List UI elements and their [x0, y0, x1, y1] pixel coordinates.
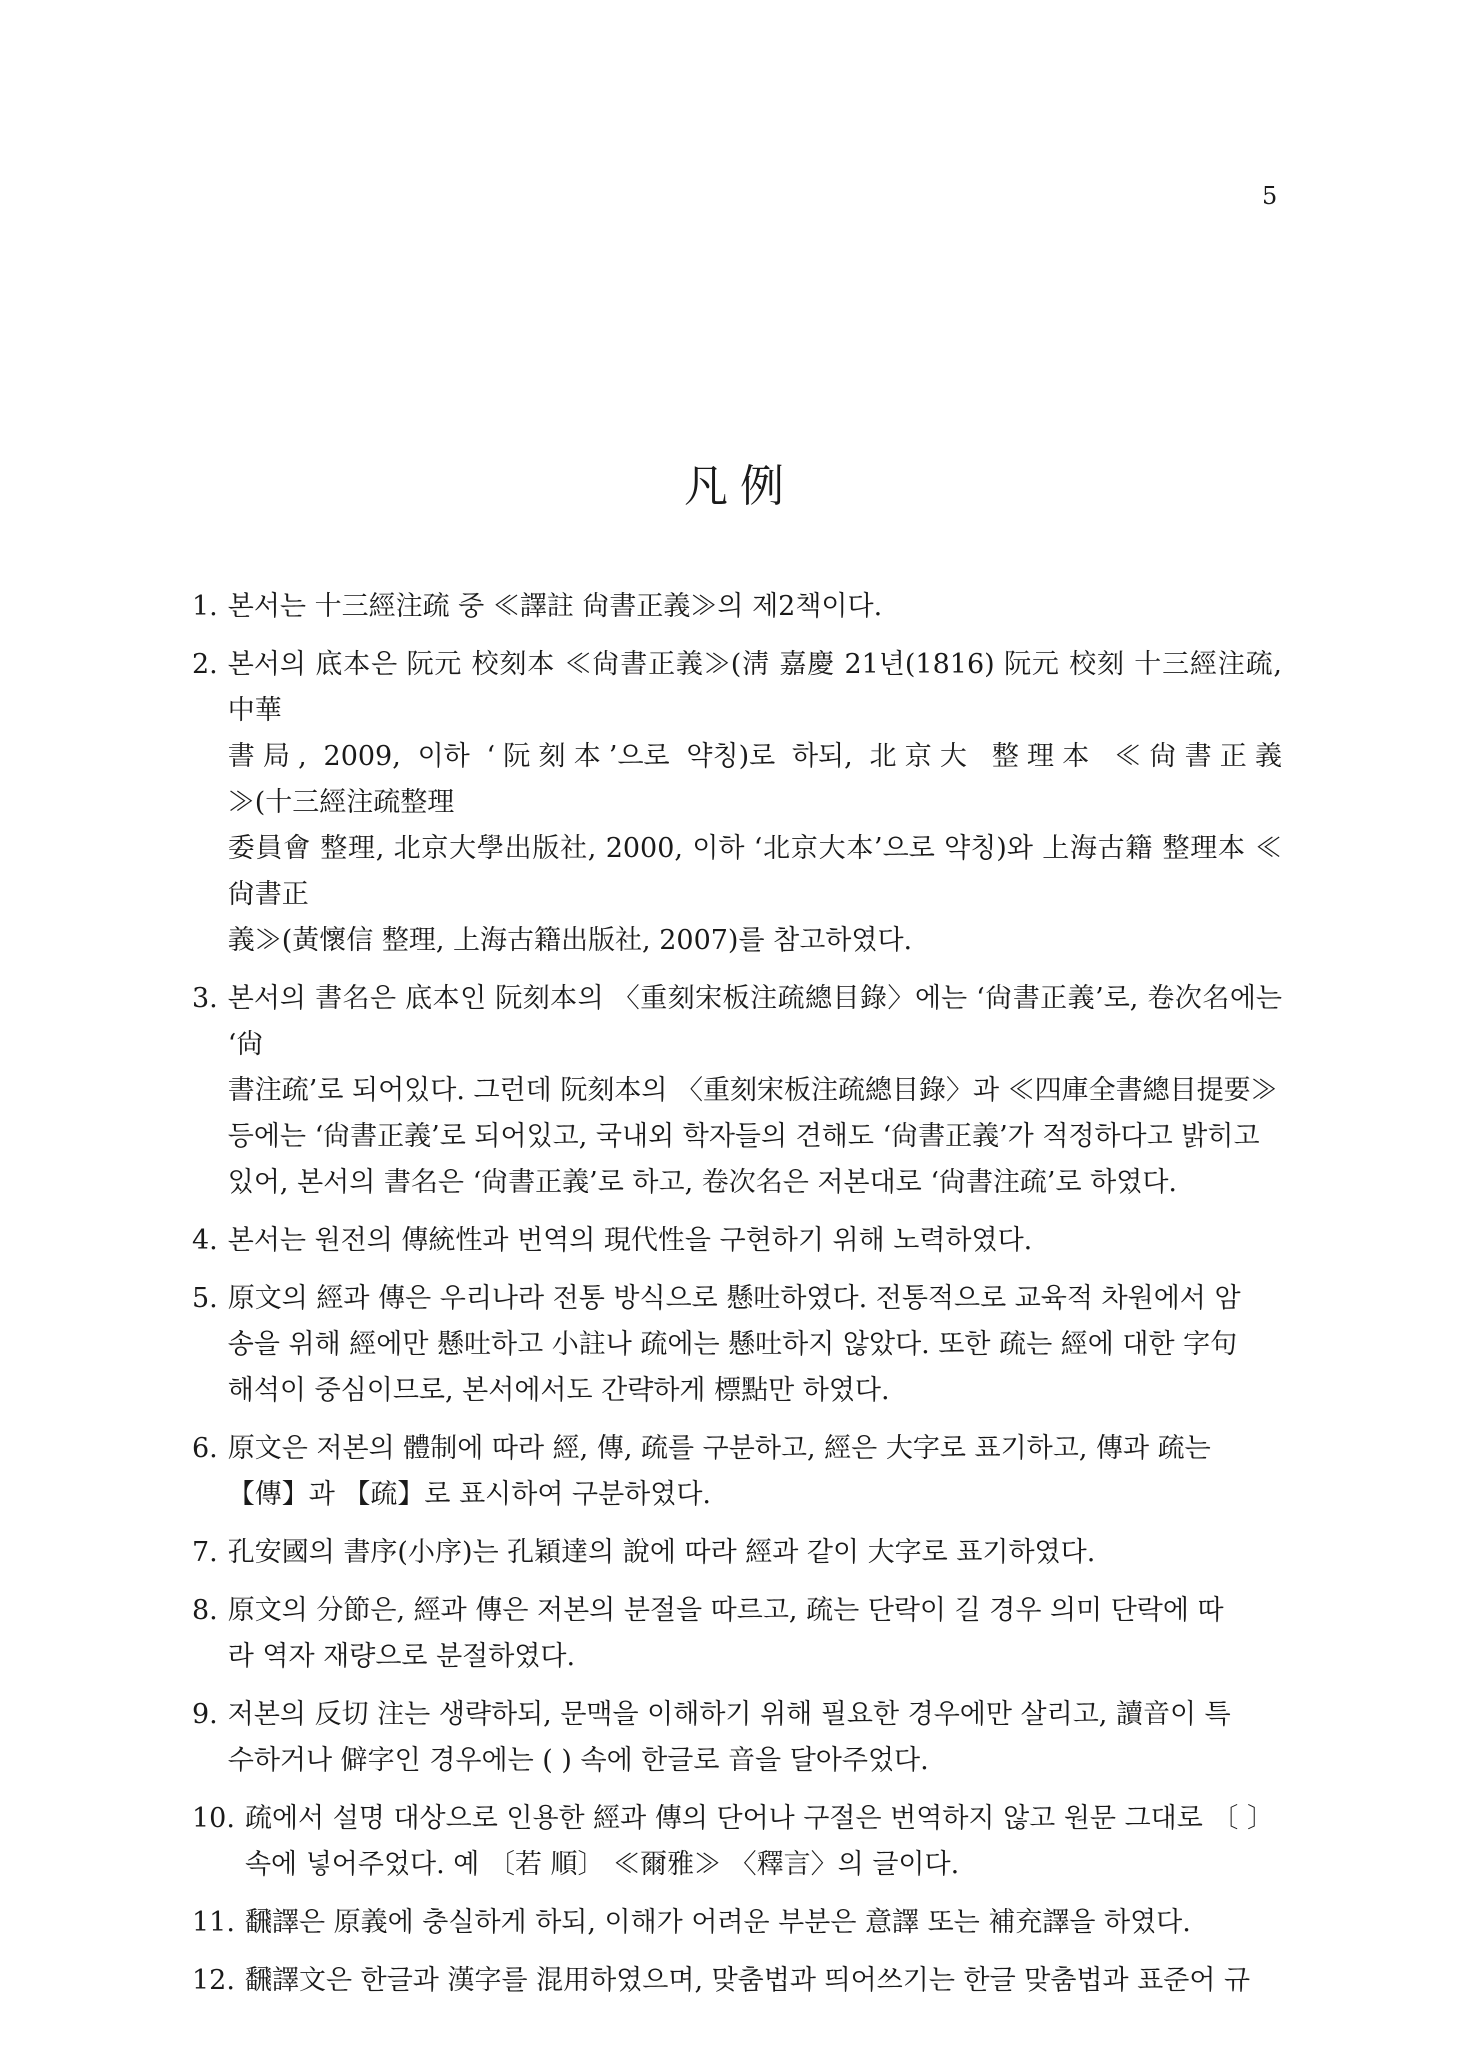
- item-text: [228, 1276, 1282, 1414]
- page-number: 5: [1262, 182, 1278, 210]
- text-line: 原文의 分節은, 經과 傳은 저본의 분절을 따르고, 疏는 단락이 길 경우 의미 단락에 따: [227, 1595, 1224, 1626]
- page-title: 凡例: [684, 461, 796, 513]
- text-line: 義≫(黃懷信 整理, 上海古籍出版社, 2007)를 참고하였다.: [227, 925, 913, 956]
- text-line: 본서는 十三經注疏 중 ≪譯註 尙書正義≫의 제2책이다.: [227, 591, 883, 622]
- guideline-list: [192, 584, 1282, 2004]
- text-line: 飜譯은 原義에 충실하게 하되, 이해가 어려운 부분은 意譯 또는 補充譯을 하였다.: [244, 1907, 1191, 1938]
- list-item: [192, 1276, 1282, 1414]
- text-line: 疏에서 설명 대상으로 인용한 經과 傳의 단어나 구절은 번역하지 않고 원문 그대로 〔 〕: [244, 1803, 1274, 1834]
- list-item: [192, 1900, 1282, 1946]
- text-line: 原文은 저본의 體制에 따라 經, 傳, 疏를 구분하고, 經은 大字로 표기하고, 傳과 疏는: [227, 1433, 1211, 1464]
- item-text: [228, 1588, 1282, 1680]
- text-line: 孔安國의 書序(小序)는 孔穎達의 說에 따라 經과 같이 大字로 표기하였다.: [227, 1537, 1096, 1568]
- item-number: 6.: [192, 1433, 218, 1464]
- item-number: 1.: [192, 591, 218, 622]
- list-item: [192, 584, 1282, 630]
- list-item: [192, 1530, 1282, 1576]
- text-line: 라 역자 재량으로 분절하였다.: [227, 1641, 576, 1672]
- item-number: 5.: [192, 1283, 218, 1314]
- item-number: 2.: [192, 649, 218, 680]
- item-number: 3.: [192, 983, 218, 1014]
- text-line: 저본의 反切 注는 생략하되, 문맥을 이해하기 위해 필요한 경우에만 살리고, 讀音이 특: [227, 1699, 1231, 1730]
- list-item: [192, 1588, 1282, 1680]
- list-item: [192, 642, 1282, 964]
- text-line: 수하거나 僻字인 경우에는 ( ) 속에 한글로 音을 달아주었다.: [227, 1745, 929, 1776]
- item-text: [228, 1692, 1282, 1784]
- text-line: 原文의 經과 傳은 우리나라 전통 방식으로 懸吐하였다. 전통적으로 교육적 차원에서 암: [227, 1283, 1241, 1314]
- text-line: 본서는 원전의 傳統性과 번역의 現代性을 구현하기 위해 노력하였다.: [227, 1225, 1033, 1256]
- list-item: [192, 976, 1282, 1206]
- list-item: [192, 1796, 1282, 1888]
- text-line: 본서의 書名은 底本인 阮刻本의 〈重刻宋板注疏總目錄〉에는 ‘尙書正義’로, 卷次名에는 ‘尙: [227, 983, 1282, 1060]
- item-text: [245, 1900, 1282, 1946]
- list-item: [192, 1692, 1282, 1784]
- list-item: [192, 1218, 1282, 1264]
- item-number: 11.: [192, 1907, 235, 1938]
- item-number: 7.: [192, 1537, 218, 1568]
- text-line: 飜譯文은 한글과 漢字를 混用하였으며, 맞춤법과 띄어쓰기는 한글 맞춤법과 표준어 규: [244, 1965, 1251, 1996]
- text-line: 해석이 중심이므로, 본서에서도 간략하게 標點만 하였다.: [227, 1375, 890, 1406]
- item-number: 4.: [192, 1225, 218, 1256]
- item-text: [245, 1796, 1282, 1888]
- item-text: [228, 584, 1282, 630]
- list-item: [192, 1958, 1282, 2004]
- text-line: 등에는 ‘尙書正義’로 되어있고, 국내외 학자들의 견해도 ‘尙書正義’가 적정하다고 밝히고: [227, 1121, 1260, 1152]
- text-line: 書局, 2009, 이하 ‘阮刻本’으로 약칭)로 하되, 北京大 整理本 ≪尙書正義≫(十三經注疏整理: [227, 741, 1282, 818]
- text-line: 書注疏’로 되어있다. 그런데 阮刻本의 〈重刻宋板注疏總目錄〉과 ≪四庫全書總目提要≫: [227, 1075, 1278, 1106]
- item-number: 9.: [192, 1699, 218, 1730]
- item-text: [228, 1218, 1282, 1264]
- text-line: 있어, 본서의 書名은 ‘尙書正義’로 하고, 卷次名은 저본대로 ‘尙書注疏’로 하였다.: [227, 1167, 1177, 1198]
- text-line: 속에 넣어주었다. 예 〔若 順〕 ≪爾雅≫ 〈釋言〉의 글이다.: [244, 1849, 960, 1880]
- item-text: [228, 976, 1282, 1206]
- item-text: [228, 1426, 1282, 1518]
- text-line: 委員會 整理, 北京大學出版社, 2000, 이하 ‘北京大本’으로 약칭)와 上海古籍 整理本 ≪尙書正: [227, 833, 1282, 910]
- text-line: 송을 위해 經에만 懸吐하고 小註나 疏에는 懸吐하지 않았다. 또한 疏는 經에 대한 字句: [227, 1329, 1238, 1360]
- item-text: [228, 1530, 1282, 1576]
- list-item: [192, 1426, 1282, 1518]
- item-number: 12.: [192, 1965, 235, 1996]
- item-number: 10.: [192, 1803, 235, 1834]
- item-text: [245, 1958, 1282, 2004]
- item-text: [228, 642, 1282, 964]
- text-line: 본서의 底本은 阮元 校刻本 ≪尙書正義≫(淸 嘉慶 21년(1816) 阮元 校刻 十三經注疏, 中華: [227, 649, 1282, 726]
- item-number: 8.: [192, 1595, 218, 1626]
- text-line: 【傳】과 【疏】로 표시하여 구분하였다.: [227, 1479, 711, 1510]
